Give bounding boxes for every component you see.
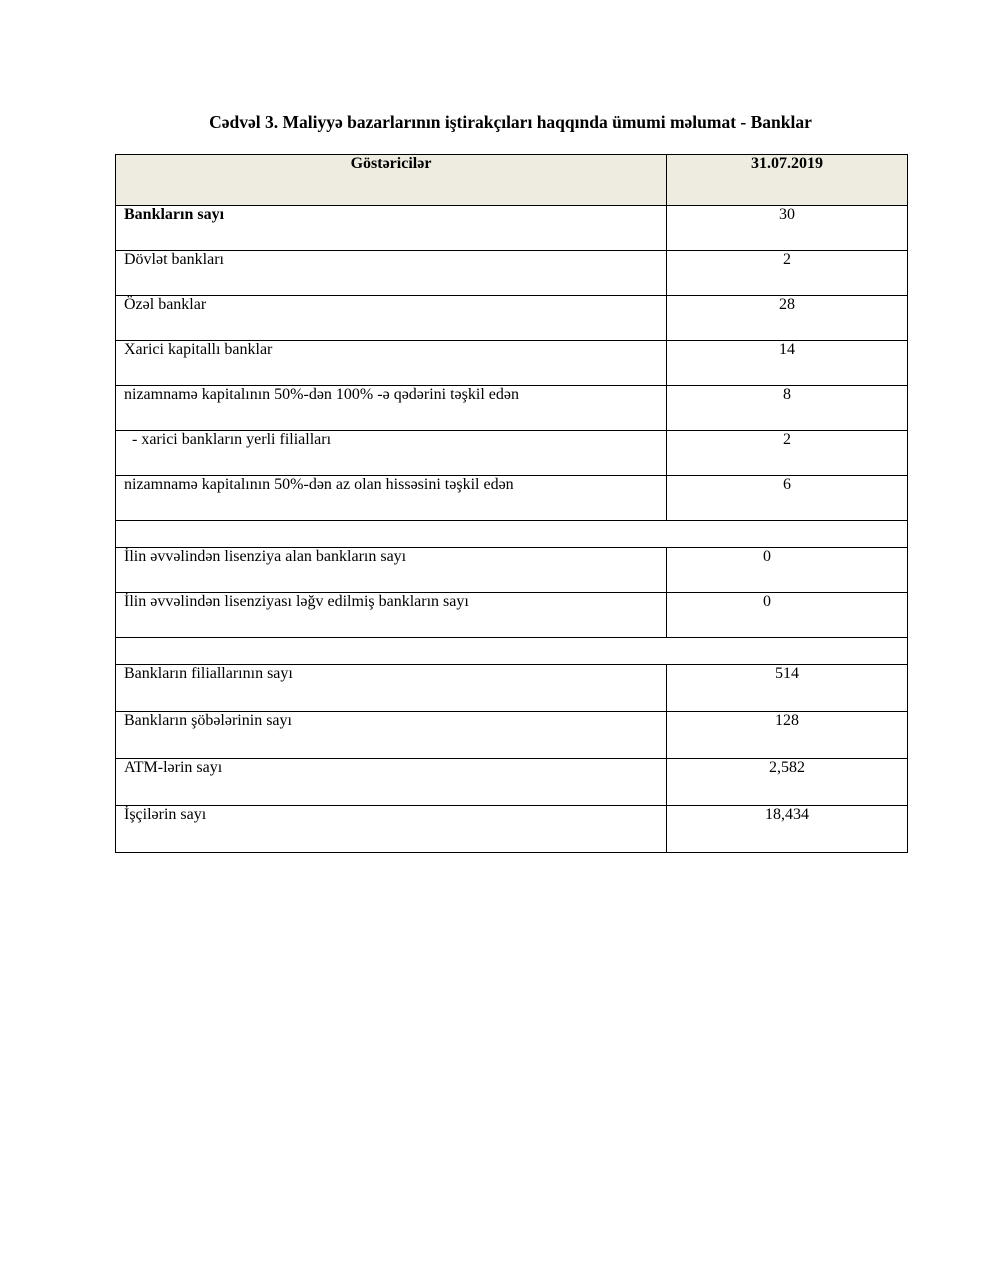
row-label: Bankların filiallarının sayı	[116, 665, 667, 712]
table-header-row	[116, 155, 908, 206]
row-label: İlin əvvəlindən lisenziya alan bankların sayı	[116, 548, 667, 593]
table-row	[116, 251, 908, 296]
spacer-cell	[116, 521, 908, 548]
header-indicators: Göstəricilər	[116, 155, 667, 206]
row-label: - xarici bankların yerli filialları	[116, 431, 667, 476]
table-row	[116, 341, 908, 386]
row-label: Özəl banklar	[116, 296, 667, 341]
row-label: ATM-lərin sayı	[116, 759, 667, 806]
row-value: 514	[667, 665, 908, 712]
table-row	[116, 476, 908, 521]
spacer-row	[116, 521, 908, 548]
row-value: 8	[667, 386, 908, 431]
row-value: 18,434	[667, 806, 908, 853]
row-label: İşçilərin sayı	[116, 806, 667, 853]
row-value: 2	[667, 251, 908, 296]
table-row	[116, 806, 908, 853]
table-caption: Cədvəl 3. Maliyyə bazarlarının iştirakçıları haqqında ümumi məlumat - Banklar	[209, 112, 812, 132]
row-value: 0	[667, 593, 908, 638]
table-row	[116, 386, 908, 431]
spacer-row	[116, 638, 908, 665]
row-value: 30	[667, 206, 908, 251]
table-row	[116, 665, 908, 712]
table-row	[116, 206, 908, 251]
row-label: Bankların şöbələrinin sayı	[116, 712, 667, 759]
row-value: 6	[667, 476, 908, 521]
row-label: nizamnamə kapitalının 50%-dən az olan hissəsini təşkil edən	[116, 476, 667, 521]
row-value: 14	[667, 341, 908, 386]
table-row	[116, 431, 908, 476]
row-value: 128	[667, 712, 908, 759]
row-value: 2	[667, 431, 908, 476]
table-row	[116, 548, 908, 593]
row-label: Bankların sayı	[116, 206, 667, 251]
table-row	[116, 296, 908, 341]
table-row	[116, 712, 908, 759]
row-label: Xarici kapitallı banklar	[116, 341, 667, 386]
table-row	[116, 593, 908, 638]
banks-table	[115, 154, 908, 853]
row-value: 28	[667, 296, 908, 341]
row-value: 2,582	[667, 759, 908, 806]
header-date: 31.07.2019	[667, 155, 908, 206]
row-label: Dövlət bankları	[116, 251, 667, 296]
row-label: İlin əvvəlindən lisenziyası ləğv edilmiş bankların sayı	[116, 593, 667, 638]
spacer-cell	[116, 638, 908, 665]
table-row	[116, 759, 908, 806]
row-label: nizamnamə kapitalının 50%-dən 100% -ə qədərini təşkil edən	[116, 386, 667, 431]
row-value: 0	[667, 548, 908, 593]
